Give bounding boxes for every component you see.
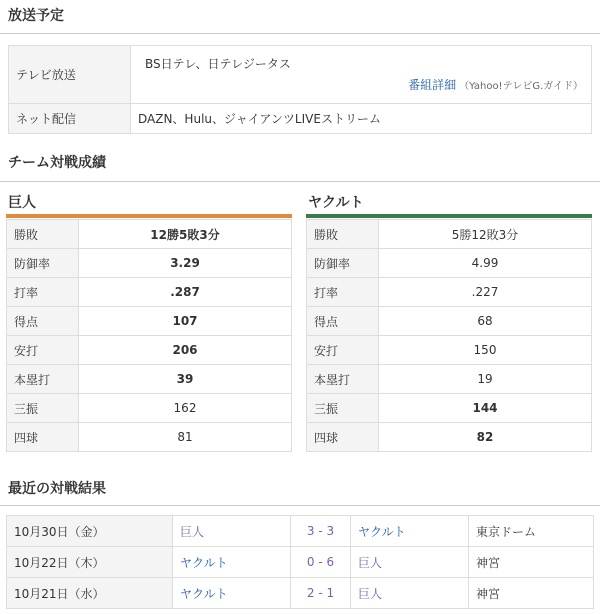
broadcast-title: 放送予定 [8, 8, 64, 24]
stat-row [307, 249, 592, 278]
stat-value: 144 [379, 394, 592, 423]
stat-label: 三振 [307, 394, 379, 423]
stat-value: 107 [79, 307, 292, 336]
stat-value: 4.99 [379, 249, 592, 278]
net-streaming-label: ネット配信 [9, 104, 131, 134]
result-score-link[interactable]: 0 - 6 [291, 547, 351, 578]
stat-row [7, 307, 292, 336]
team-header-swallows [306, 194, 592, 218]
stat-label: 安打 [7, 336, 79, 365]
stat-label: 打率 [307, 278, 379, 307]
result-home-team-link[interactable]: ヤクルト [173, 547, 291, 578]
stat-row [307, 220, 592, 249]
team-name-swallows: ヤクルト [308, 195, 364, 211]
result-row [7, 516, 594, 547]
stat-row [7, 278, 292, 307]
stat-row [7, 336, 292, 365]
stat-value: .287 [79, 278, 292, 307]
broadcast-section-header [0, 6, 600, 34]
result-venue: 神宮 [469, 547, 594, 578]
stat-row [307, 365, 592, 394]
stat-row [307, 307, 592, 336]
stat-label: 防御率 [307, 249, 379, 278]
result-home-team-link[interactable]: ヤクルト [173, 578, 291, 609]
team-color-bar-giants [6, 214, 292, 218]
team-color-bar-swallows [306, 214, 592, 218]
result-venue: 神宮 [469, 578, 594, 609]
result-date: 10月30日（金） [7, 516, 173, 547]
team-header-giants [6, 194, 292, 218]
program-detail-source: （Yahoo!テレビG.ガイド） [459, 81, 583, 92]
stat-row [7, 365, 292, 394]
stat-label: 四球 [7, 423, 79, 452]
broadcast-table [8, 45, 592, 134]
result-score-link[interactable]: 2 - 1 [291, 578, 351, 609]
stat-value: 206 [79, 336, 292, 365]
stat-row [307, 336, 592, 365]
result-away-team-link[interactable]: ヤクルト [351, 516, 469, 547]
stat-label: 防御率 [7, 249, 79, 278]
stat-label: 三振 [7, 394, 79, 423]
stat-row [307, 278, 592, 307]
result-home-team-link[interactable]: 巨人 [173, 516, 291, 547]
stat-value: .227 [379, 278, 592, 307]
tv-broadcast-value [131, 46, 592, 104]
result-score-link[interactable]: 3 - 3 [291, 516, 351, 547]
stat-label: 四球 [307, 423, 379, 452]
stats-table-giants [6, 219, 292, 452]
matchup-section-header [0, 148, 600, 182]
stat-value: 68 [379, 307, 592, 336]
stat-row [7, 220, 292, 249]
result-date: 10月21日（水） [7, 578, 173, 609]
stat-row [7, 394, 292, 423]
result-away-team-link[interactable]: 巨人 [351, 578, 469, 609]
team-name-giants: 巨人 [8, 195, 36, 211]
stat-label: 本塁打 [7, 365, 79, 394]
results-section-header [0, 476, 600, 506]
stat-label: 本塁打 [307, 365, 379, 394]
stat-row [307, 394, 592, 423]
stat-row [307, 423, 592, 452]
stat-label: 得点 [307, 307, 379, 336]
net-streaming-row [9, 104, 592, 134]
matchup-title: チーム対戦成績 [8, 155, 106, 171]
tv-broadcast-row [9, 46, 592, 104]
result-venue: 東京ドーム [469, 516, 594, 547]
results-table [6, 515, 594, 609]
tv-broadcast-label: テレビ放送 [9, 46, 131, 104]
tv-channels: BS日テレ、日テレジータス [145, 57, 291, 71]
results-title: 最近の対戦結果 [8, 481, 106, 497]
stat-row [7, 249, 292, 278]
stat-value: 82 [379, 423, 592, 452]
stat-label: 安打 [307, 336, 379, 365]
stat-value: 39 [79, 365, 292, 394]
result-row [7, 547, 594, 578]
result-row [7, 578, 594, 609]
stat-value: 81 [79, 423, 292, 452]
stat-value: 3.29 [79, 249, 292, 278]
stat-label: 勝敗 [7, 220, 79, 249]
program-detail-link[interactable]: 番組詳細 [408, 78, 457, 92]
net-streaming-services: DAZN、Hulu、ジャイアンツLIVEストリーム [131, 104, 592, 134]
result-away-team-link[interactable]: 巨人 [351, 547, 469, 578]
stat-label: 得点 [7, 307, 79, 336]
stat-value: 150 [379, 336, 592, 365]
stat-value: 12勝5敗3分 [79, 220, 292, 249]
stat-label: 勝敗 [307, 220, 379, 249]
stat-value: 19 [379, 365, 592, 394]
result-date: 10月22日（木） [7, 547, 173, 578]
stats-table-swallows [306, 219, 592, 452]
stat-value: 162 [79, 394, 292, 423]
stat-label: 打率 [7, 278, 79, 307]
stat-row [7, 423, 292, 452]
stat-value: 5勝12敗3分 [379, 220, 592, 249]
